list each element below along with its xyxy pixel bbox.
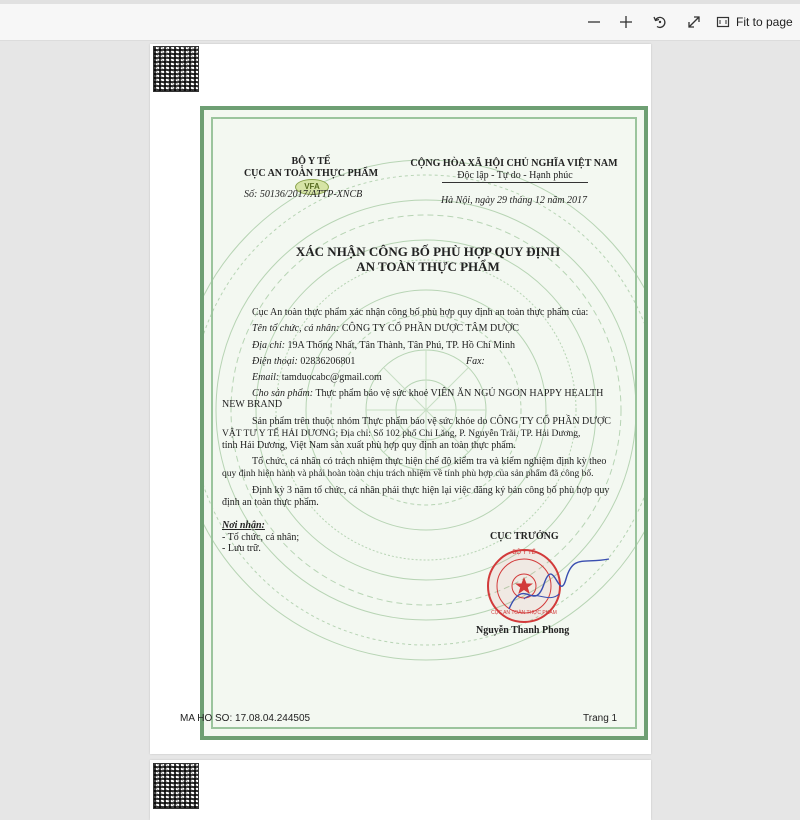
paragraph2-line2: quy định hiện hành và phải hoàn toàn chịu trách nhiệm về tính phù hợp của sản phẩm đã công bố. [222, 469, 594, 479]
fullscreen-button[interactable] [681, 9, 707, 35]
document-page-2 [150, 760, 651, 820]
email-label: Email: [252, 372, 280, 383]
recipients-label: Nơi nhận: [222, 520, 265, 531]
zoom-in-button[interactable] [613, 9, 639, 35]
intro-text: Cục An toàn thực phẩm xác nhận công bố phù hợp quy định an toàn thực phẩm của: [252, 307, 589, 318]
minus-icon [586, 14, 602, 30]
qr-code-page-2 [153, 763, 199, 809]
signature [504, 554, 614, 624]
document-title-line2: AN TOÀN THỰC PHẨM [356, 259, 500, 274]
product-line [252, 388, 603, 400]
phone-line [252, 356, 355, 368]
paragraph3-line2: định an toàn thực phẩm. [222, 497, 319, 508]
fit-to-page-button[interactable] [716, 9, 796, 35]
paragraph1-line3: tỉnh Hải Dương, Việt Nam sản xuất phù hợp quy định an toàn thực phẩm. [222, 440, 516, 451]
window-top-strip [0, 0, 800, 4]
stamp-bottom-text: CỤC AN TOÀN THỰC PHẨM [491, 610, 557, 616]
paragraph2-line1: Tổ chức, cá nhân có trách nhiệm thực hiện chế độ kiểm tra và kiểm nghiệm định kỳ theo [252, 456, 607, 467]
org-value: CÔNG TY CỔ PHẦN DƯỢC TÂM DƯỢC [341, 323, 519, 334]
org-label: Tên tổ chức, cá nhân: [252, 323, 340, 334]
fax-label: Fax: [466, 356, 485, 367]
fullscreen-icon [686, 14, 702, 30]
phone-label: Điện thoại: [252, 356, 298, 367]
recipient-2: - Lưu trữ. [222, 543, 261, 554]
national-motto: Độc lập - Tự do - Hạnh phúc [442, 170, 588, 183]
paragraph3-line1: Định kỳ 3 năm tổ chức, cá nhân phải thực hiện lại việc đăng ký bản công bố phù hợp quy [252, 485, 610, 496]
fit-to-page-label: Fit to page [736, 15, 793, 29]
plus-icon [618, 14, 634, 30]
signer-name: Nguyễn Thanh Phong [476, 625, 570, 636]
paragraph1-line2: VẬT TƯ Y TẾ HẢI DƯƠNG; Địa chỉ: Số 102 phố Chi Lăng, P. Nguyễn Trãi, TP. Hải Dương, [222, 429, 581, 439]
paragraph1-line1: Sản phẩm trên thuộc nhóm Thực phẩm bảo vệ sức khỏe do CÔNG TY CỔ PHẦN DƯỢC [252, 416, 611, 427]
email-line [252, 372, 382, 384]
department-name: CỤC AN TOÀN THỰC PHẨM [243, 168, 379, 179]
org-line [252, 323, 519, 335]
zoom-out-button[interactable] [581, 9, 607, 35]
certificate [200, 106, 648, 740]
fit-to-page-icon [716, 15, 730, 29]
republic-heading: CỘNG HÒA XÃ HỘI CHỦ NGHĨA VIỆT NAM [410, 158, 618, 169]
product-value-line1: Thực phẩm bảo vệ sức khoẻ VIÊN ĂN NGỦ NGON HAPPY HEALTH [315, 388, 604, 399]
file-code: MA HO SO: 17.08.04.244505 [180, 713, 311, 724]
ministry-name: BỘ Y TẾ [291, 156, 331, 167]
email-value: tamduocabc@gmail.com [281, 372, 382, 383]
address-value: 19A Thống Nhất, Tân Thành, Tân Phú, TP. Hồ Chí Minh [287, 340, 515, 351]
document-page-1 [150, 44, 651, 754]
issue-date: Hà Nội, ngày 29 tháng 12 năm 2017 [440, 195, 588, 206]
rotate-icon [652, 14, 668, 30]
stamp-top-text: BỘ Y TẾ [512, 550, 536, 556]
address-label: Địa chỉ: [252, 340, 286, 351]
phone-value: 02836206801 [300, 356, 356, 367]
document-title-line1: XÁC NHẬN CÔNG BỐ PHÙ HỢP QUY ĐỊNH [295, 244, 561, 259]
address-line [252, 340, 515, 352]
page-number: Trang 1 [583, 713, 618, 724]
document-number: Số: 50136/2017/ATTP-XNCB [244, 189, 363, 200]
signer-title: CỤC TRƯỞNG [490, 531, 559, 542]
qr-code [153, 46, 199, 92]
viewer-toolbar [0, 0, 800, 41]
product-value-line2: NEW BRAND [222, 399, 283, 410]
recipient-1: - Tổ chức, cá nhân; [222, 532, 300, 543]
product-label: Cho sản phẩm: [252, 388, 314, 399]
vfa-logo: VFA [295, 179, 329, 195]
rotate-button[interactable] [647, 9, 673, 35]
